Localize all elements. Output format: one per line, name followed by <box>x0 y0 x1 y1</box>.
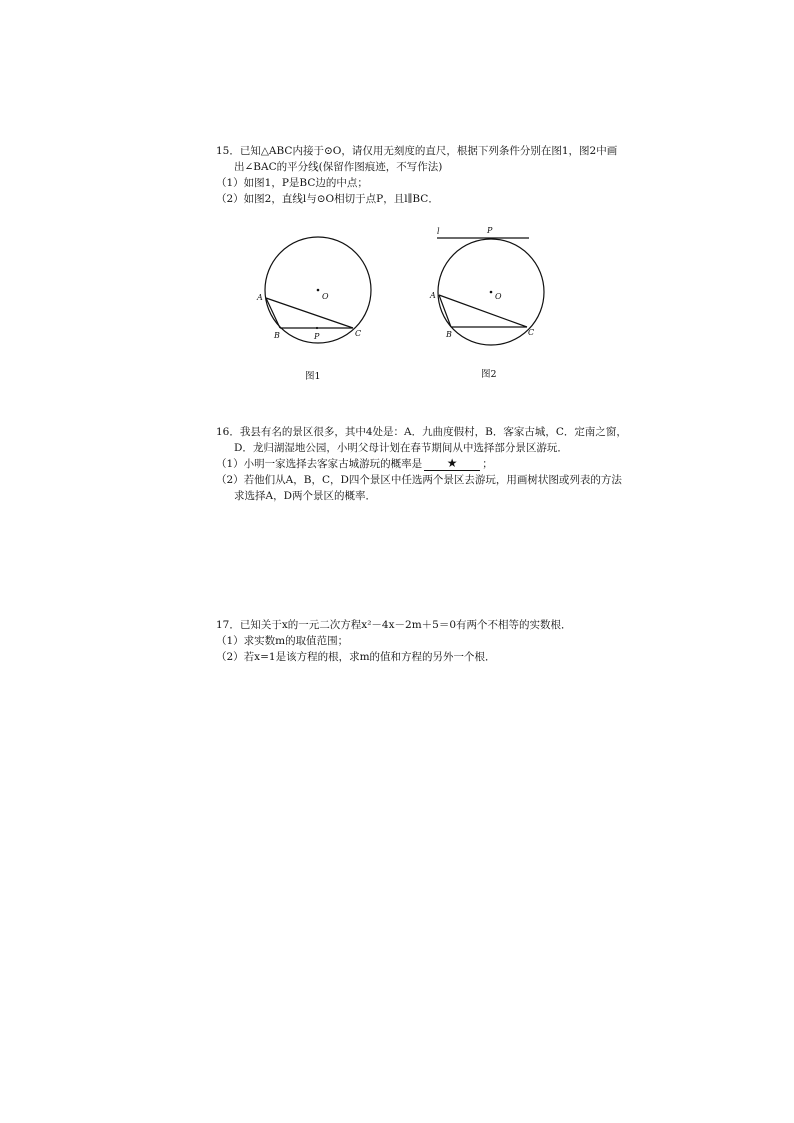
label-c: C <box>528 328 535 337</box>
problem-16-part1-suffix: ； <box>482 458 493 470</box>
figure-2-caption: 图2 <box>481 369 497 380</box>
label-l: l <box>437 227 440 236</box>
segment-ab <box>439 295 451 327</box>
figure-1-diagram <box>250 228 380 388</box>
problem-16-part1 <box>216 456 666 472</box>
center-point <box>317 289 320 292</box>
problem-16-part1-text: （1）小明一家选择去客家古城游玩的概率是 <box>216 458 423 470</box>
problem-17 <box>216 617 666 665</box>
center-point <box>490 291 493 294</box>
problem-15-part2: （2）如图2，直线l与⊙O相切于点P，且l∥BC． <box>216 193 439 205</box>
label-c: C <box>355 329 362 338</box>
midpoint-p <box>316 327 318 329</box>
problem-17-stem: 17．已知关于x的一元二次方程x²－4x－2m＋5＝0有两个不相等的实数根． <box>216 619 572 631</box>
problem-15-part1: （1）如图1，P是BC边的中点； <box>216 177 368 189</box>
label-p: P <box>487 226 493 235</box>
label-a: A <box>257 293 263 302</box>
problem-15 <box>216 143 666 207</box>
label-b: B <box>446 330 452 339</box>
problem-16-part2-line2: 求选择A，D两个景区的概率． <box>234 490 377 502</box>
figure-1-caption: 图1 <box>305 371 321 382</box>
problem-15-stem-line1: 15．已知△ABC内接于⊙O，请仅用无刻度的直尺，根据下列条件分别在图1，图2中画 <box>216 145 618 157</box>
problem-17-part1: （1）求实数m的取值范围； <box>216 635 349 647</box>
figure-2 <box>425 222 565 384</box>
label-p: P <box>314 332 320 341</box>
star-icon: ★ <box>446 456 458 470</box>
problem-16 <box>216 424 666 504</box>
answer-blank[interactable] <box>424 457 480 471</box>
problem-15-stem-line2: 出∠BAC的平分线(保留作图痕迹，不写作法) <box>234 161 443 173</box>
label-b: B <box>274 331 280 340</box>
problem-16-stem-line1: 16．我县有名的景区很多，其中4处是：A．九曲度假村，B．客家古城，C．定南之窗， <box>216 426 627 438</box>
segment-ac <box>439 295 527 327</box>
figure-2-diagram <box>425 222 565 384</box>
segment-ac <box>266 298 353 328</box>
label-o: O <box>322 292 329 301</box>
label-o: O <box>495 292 502 301</box>
problem-16-stem-line2: D．龙归湖湿地公园，小明父母计划在春节期间从中选择部分景区游玩． <box>234 442 568 454</box>
figure-1 <box>250 228 380 388</box>
problem-17-part2: （2）若x=1是该方程的根，求m的值和方程的另外一个根． <box>216 651 496 663</box>
problem-16-part2-line1: （2）若他们从A，B，C，D四个景区中任选两个景区去游玩，用画树状图或列表的方法 <box>216 474 622 486</box>
label-a: A <box>430 291 436 300</box>
